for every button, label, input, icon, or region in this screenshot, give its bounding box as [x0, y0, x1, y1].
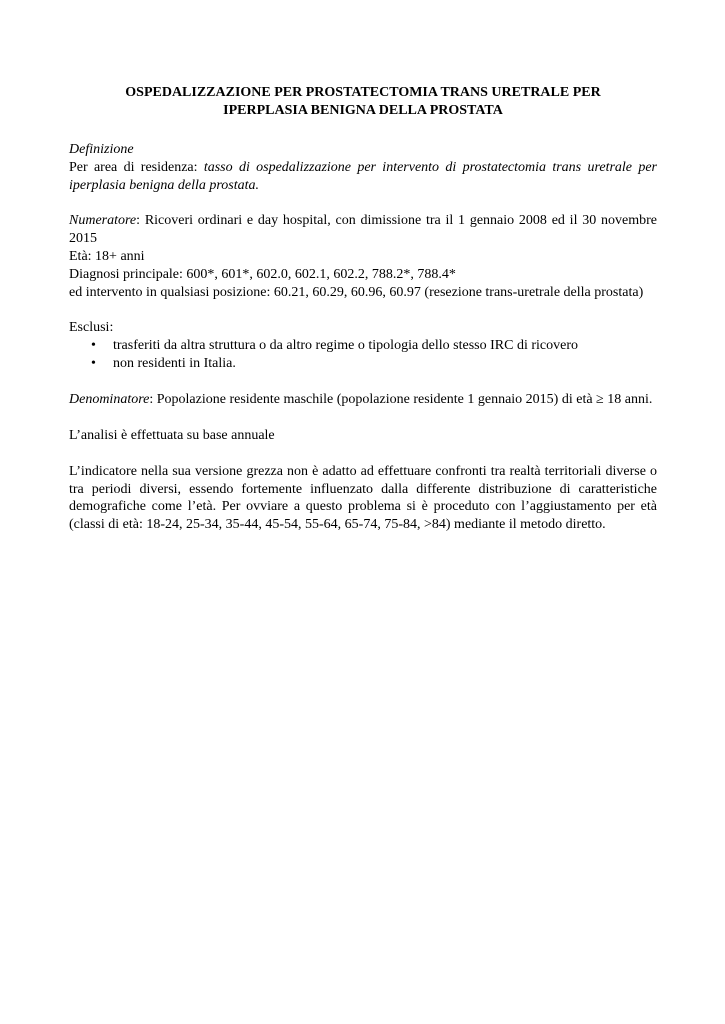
analisi-text: L’analisi è effettuata su base annuale	[69, 427, 275, 443]
numeratore-intervento: ed intervento in qualsiasi posizione: 60.21, 60.29, 60.96, 60.97 (resezione trans-uretrale della prostata)	[69, 284, 644, 300]
definizione-label: Per area di residenza:	[69, 159, 204, 175]
esclusi-heading: Esclusi:	[69, 320, 114, 336]
definizione-text	[69, 159, 657, 195]
bullet-icon: •	[91, 338, 96, 354]
definizione-section	[69, 141, 657, 194]
numeratore-body: : Ricoveri ordinari e day hospital, con dimissione tra il 1 gennaio 2008 ed il 30 novembre 2015	[69, 213, 657, 247]
list-item	[91, 337, 657, 355]
list-item-text: non residenti in Italia.	[113, 356, 236, 372]
denominatore-text	[69, 391, 657, 409]
esclusi-list	[69, 337, 657, 373]
bullet-icon: •	[91, 356, 96, 372]
denominatore-label: Denominatore	[69, 392, 150, 408]
denominatore-body: : Popolazione residente maschile (popolazione residente 1 gennaio 2015) di età ≥ 18 anni.	[149, 392, 653, 408]
definizione-heading: Definizione	[69, 142, 134, 157]
list-item	[91, 355, 657, 373]
indicatore-text: L’indicatore nella sua versione grezza non è adatto ad effettuare confronti tra realtà territoriali diverse o tra periodi diversi, essendo fortemente influenzato dalla differente distribuzione di caratteristiche demografiche come l’età. Per ovviare a questo problema si è proceduto con l’aggiustamento per età (classi di età: 18-24, 25-34, 35-44, 45-54, 55-64, 65-74, 75-84, >84) mediante il metodo diretto.	[69, 463, 657, 533]
numeratore-label: Numeratore	[69, 213, 137, 229]
title-line-1: OSPEDALIZZAZIONE PER PROSTATECTOMIA TRANS URETRALE PER	[125, 85, 601, 100]
numeratore-eta: Età: 18+ anni	[69, 248, 145, 264]
title-line-2: IPERPLASIA BENIGNA DELLA PROSTATA	[223, 103, 503, 118]
numeratore-text	[69, 212, 657, 248]
list-item-text: trasferiti da altra struttura o da altro regime o tipologia dello stesso IRC di ricovero	[113, 338, 578, 354]
numeratore-diagnosi: Diagnosi principale: 600*, 601*, 602.0, 602.1, 602.2, 788.2*, 788.4*	[69, 266, 456, 282]
numeratore-section	[69, 212, 657, 301]
page-title	[69, 84, 657, 120]
esclusi-section	[69, 319, 657, 373]
definizione-body: tasso di ospedalizzazione per intervento di prostatectomia trans uretrale per iperplasia benigna della prostata.	[69, 159, 657, 193]
denominatore-section	[69, 391, 657, 409]
